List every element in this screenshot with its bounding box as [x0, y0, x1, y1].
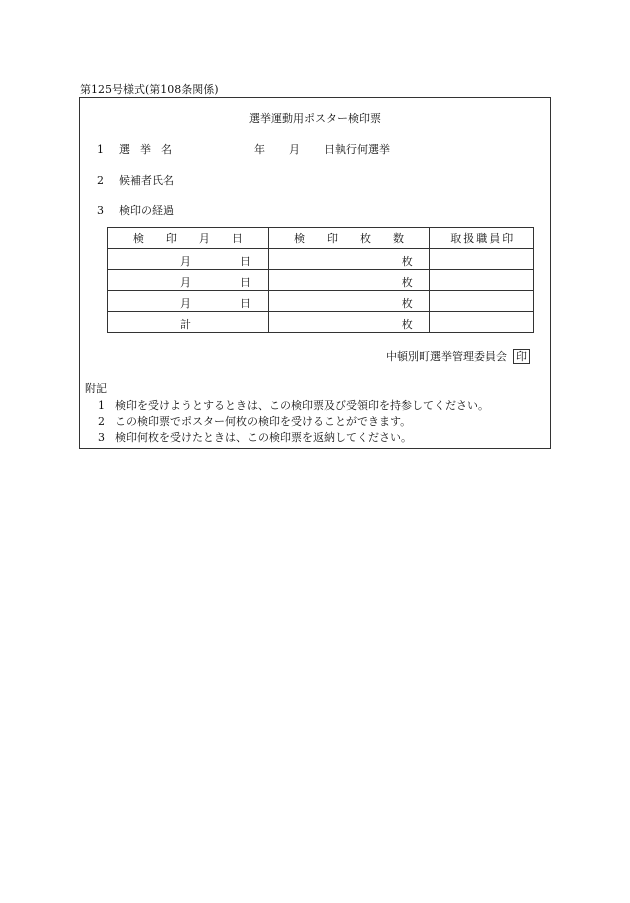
- header-stamp-date: 検 印 月 日: [108, 228, 269, 249]
- table-row: [108, 249, 534, 270]
- form-title: 選挙運動用ポスター検印票: [249, 112, 381, 125]
- candidate-name-row: [97, 172, 174, 188]
- seal-box: 印: [513, 349, 530, 364]
- notes-heading: 附記: [85, 382, 107, 395]
- election-name-row: [97, 141, 390, 157]
- date-cell: 月 日: [108, 270, 269, 291]
- month-label: 月: [289, 143, 300, 156]
- table-row: [108, 291, 534, 312]
- table-row: [108, 270, 534, 291]
- form-frame: [79, 97, 551, 449]
- stamp-history-row: [97, 202, 174, 218]
- day-suffix-label: 日執行何選挙: [324, 143, 390, 156]
- total-label-cell: 計: [108, 312, 269, 333]
- count-cell: 枚: [268, 249, 430, 270]
- date-cell: 月 日: [108, 291, 269, 312]
- staff-seal-cell: [430, 249, 534, 270]
- date-cell: 月 日: [108, 249, 269, 270]
- table-header-row: [108, 228, 534, 249]
- election-name-label: 選挙名: [119, 143, 182, 156]
- count-cell: 枚: [268, 270, 430, 291]
- election-date: [254, 141, 390, 157]
- committee-name: 中頓別町選挙管理委員会: [386, 350, 507, 363]
- notes-section: [85, 380, 489, 446]
- count-cell: 枚: [268, 291, 430, 312]
- note-item: 1 検印を受けようとするときは、この検印票及び受領印を持参してください。: [98, 399, 489, 412]
- candidate-name-label: 候補者氏名: [119, 174, 174, 187]
- form-number-label: 第125号様式(第108条関係): [80, 83, 219, 96]
- note-item: 2 この検印票でポスター何枚の検印を受けることができます。: [98, 415, 412, 428]
- year-label: 年: [254, 143, 265, 156]
- item-number: 3: [97, 204, 104, 217]
- staff-seal-cell: [430, 270, 534, 291]
- stamp-history-table: [107, 227, 534, 333]
- note-item: 3 検印何枚を受けたときは、この検印票を返納してください。: [98, 431, 412, 444]
- table-total-row: [108, 312, 534, 333]
- staff-seal-cell: [430, 312, 534, 333]
- total-count-cell: 枚: [268, 312, 430, 333]
- item-number: 2: [97, 174, 104, 187]
- header-stamp-count: 検 印 枚 数: [268, 228, 430, 249]
- item-number: 1: [97, 143, 104, 156]
- committee-signature: [386, 348, 530, 364]
- stamp-history-label: 検印の経過: [119, 204, 174, 217]
- staff-seal-cell: [430, 291, 534, 312]
- header-staff-seal: 取 扱 職 員 印: [430, 228, 534, 249]
